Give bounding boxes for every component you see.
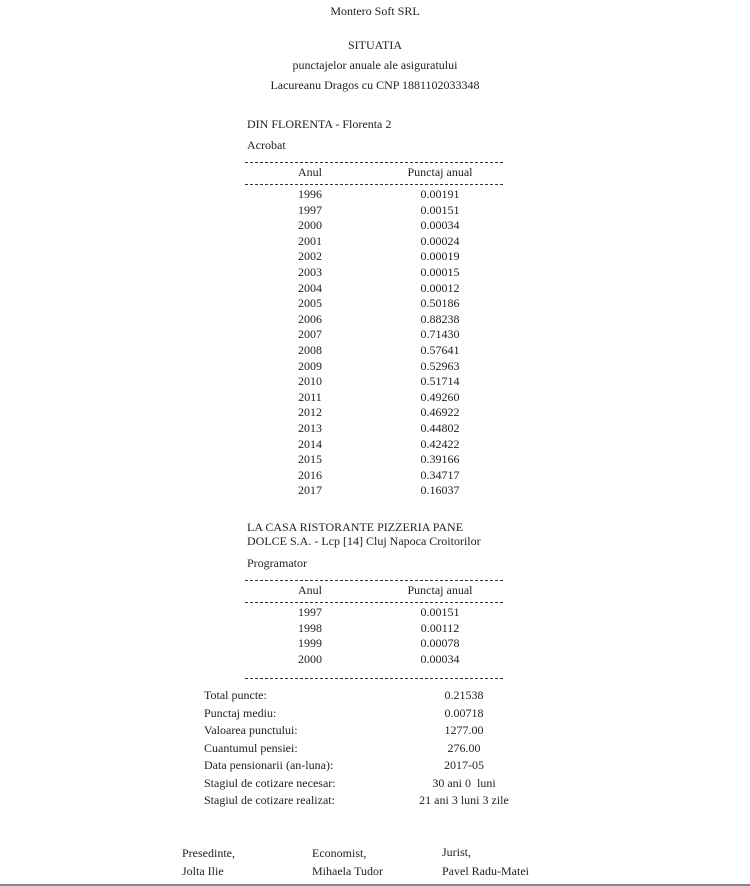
header-points: Punctaj anual xyxy=(407,165,473,179)
divider xyxy=(245,678,503,679)
summary-value: 0.00718 xyxy=(444,705,484,720)
row-year: 2015 xyxy=(298,452,322,467)
signature-role: Presedinte, xyxy=(182,846,235,860)
divider xyxy=(245,184,503,185)
row-points: 0.57641 xyxy=(420,343,460,357)
row-year: 2016 xyxy=(298,467,322,482)
table-row xyxy=(245,343,503,359)
row-points: 0.71430 xyxy=(420,327,460,342)
summary-row xyxy=(204,688,534,706)
document-subtitle: punctajelor anuale ale asiguratului xyxy=(292,58,458,72)
row-year: 2012 xyxy=(298,405,322,420)
row-year: 2011 xyxy=(298,389,322,404)
divider xyxy=(245,580,503,581)
employer-job: Programator xyxy=(247,556,307,570)
table-row xyxy=(245,265,503,281)
row-year: 2008 xyxy=(298,343,322,357)
table-row xyxy=(245,452,503,468)
insured-person: Lacureanu Dragos cu CNP 1881102033348 xyxy=(270,78,480,92)
summary-label: Stagiul de cotizare necesar: xyxy=(204,775,336,790)
table-row xyxy=(245,405,503,421)
row-points: 0.00078 xyxy=(420,636,460,651)
row-points: 0.52963 xyxy=(420,358,460,373)
table-row xyxy=(245,468,503,484)
row-year: 2014 xyxy=(298,436,322,451)
row-year: 2003 xyxy=(298,265,322,279)
row-year: 2004 xyxy=(298,280,322,295)
divider xyxy=(245,602,503,603)
row-year: 2007 xyxy=(298,327,322,342)
row-points: 0.51714 xyxy=(420,374,460,389)
employer-name-cont: DOLCE S.A. - Lcp [14] Cluj Napoca Croitorilor xyxy=(247,534,481,548)
table-row xyxy=(245,636,503,652)
summary-label: Total puncte: xyxy=(204,688,267,702)
table-row xyxy=(245,374,503,390)
table-row xyxy=(245,390,503,406)
summary-row xyxy=(204,706,534,724)
row-year: 1997 xyxy=(298,605,322,619)
row-points: 0.00112 xyxy=(420,620,460,635)
row-points: 0.44802 xyxy=(420,421,460,435)
row-points: 0.49260 xyxy=(420,389,460,404)
signature-name: Mihaela Tudor xyxy=(312,864,384,878)
summary-value: 21 ani 3 luni 3 zile xyxy=(419,793,509,807)
table-row xyxy=(245,327,503,343)
table-row xyxy=(245,312,503,328)
table-row xyxy=(245,621,503,637)
employer-name: LA CASA RISTORANTE PIZZERIA PANE xyxy=(247,520,464,534)
row-points: 0.00015 xyxy=(420,265,460,279)
row-points: 0.00151 xyxy=(420,605,460,619)
signature-role: Jurist, xyxy=(442,845,472,859)
table-row xyxy=(245,203,503,219)
row-year: 2009 xyxy=(298,358,322,373)
summary-row xyxy=(204,776,534,794)
row-points: 0.00151 xyxy=(420,202,460,217)
table-row xyxy=(245,249,503,265)
signature-role: Economist, xyxy=(312,846,367,860)
row-year: 1999 xyxy=(298,636,322,651)
signature-name: Pavel Radu-Matei xyxy=(442,864,529,878)
summary-value: 1277.00 xyxy=(444,723,484,737)
summary-value: 0.21538 xyxy=(444,688,484,702)
company-name: Montero Soft SRL xyxy=(330,4,420,18)
table-row xyxy=(245,359,503,375)
row-points: 0.00191 xyxy=(420,187,460,201)
summary-label: Punctaj mediu: xyxy=(204,705,277,720)
summary-label: Stagiul de cotizare realizat: xyxy=(204,793,335,807)
row-points: 0.16037 xyxy=(420,483,460,498)
document-title: SITUATIA xyxy=(348,38,402,52)
employer-job: Acrobat xyxy=(247,138,286,152)
row-points: 0.42422 xyxy=(420,436,460,451)
row-points: 0.88238 xyxy=(420,311,460,326)
summary-label: Cuantumul pensiei: xyxy=(204,740,298,755)
row-year: 2000 xyxy=(298,651,322,666)
summary-value: 2017-05 xyxy=(444,758,484,772)
table-row xyxy=(245,437,503,453)
row-points: 0.39166 xyxy=(420,452,460,467)
employer-name: DIN FLORENTA - Florenta 2 xyxy=(247,117,392,131)
row-year: 2010 xyxy=(298,374,322,389)
row-points: 0.00019 xyxy=(420,249,460,264)
table-row xyxy=(245,187,503,203)
row-year: 2002 xyxy=(298,249,322,264)
summary-value: 30 ani 0 luni xyxy=(432,775,496,790)
row-points: 0.00034 xyxy=(420,218,460,233)
row-year: 2005 xyxy=(298,296,322,311)
row-points: 0.00034 xyxy=(420,651,460,666)
summary-label: Valoarea punctului: xyxy=(204,723,298,737)
table-row xyxy=(245,605,503,621)
table-row xyxy=(245,296,503,312)
divider xyxy=(245,162,503,163)
signature-name: Jolta Ilie xyxy=(182,864,224,878)
summary-label: Data pensionarii (an-luna): xyxy=(204,758,334,772)
summary-row xyxy=(204,741,534,759)
table-row xyxy=(245,218,503,234)
row-year: 2000 xyxy=(298,218,322,233)
header-year: Anul xyxy=(298,165,322,179)
table-row xyxy=(245,281,503,297)
row-year: 2013 xyxy=(298,421,322,435)
summary-row xyxy=(204,758,534,776)
table-row xyxy=(245,421,503,437)
row-points: 0.46922 xyxy=(420,405,460,420)
row-year: 1997 xyxy=(298,202,322,217)
row-points: 0.34717 xyxy=(420,467,460,482)
row-year: 1998 xyxy=(298,620,322,635)
table-row xyxy=(245,234,503,250)
header-points: Punctaj anual xyxy=(407,583,473,597)
summary-row xyxy=(204,793,534,811)
summary-row xyxy=(204,723,534,741)
row-year: 2006 xyxy=(298,311,322,326)
summary-value: 276.00 xyxy=(447,740,481,755)
header-year: Anul xyxy=(298,583,322,597)
table-row xyxy=(245,652,503,668)
row-points: 0.00024 xyxy=(420,233,460,248)
table-row xyxy=(245,483,503,499)
row-year: 2017 xyxy=(298,483,322,498)
row-points: 0.50186 xyxy=(420,296,460,311)
row-points: 0.00012 xyxy=(420,280,460,295)
row-year: 2001 xyxy=(298,233,322,248)
row-year: 1996 xyxy=(298,187,322,201)
